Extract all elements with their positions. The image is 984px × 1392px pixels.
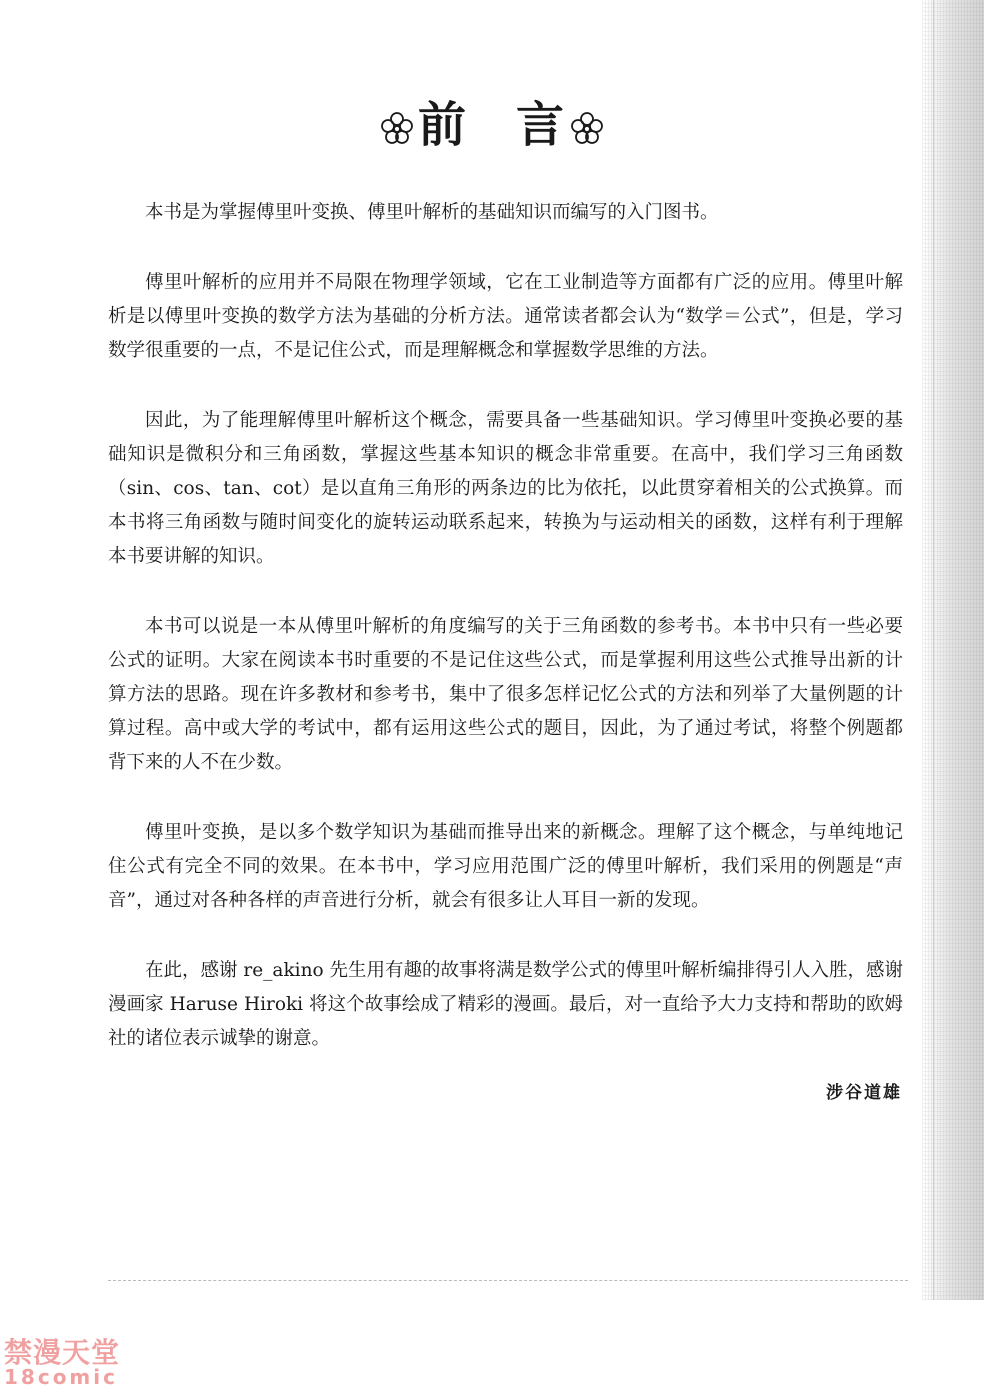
- scan-edge-line: [933, 0, 934, 1300]
- title-char-1: 前: [417, 97, 468, 153]
- paragraph: 傅里叶变换，是以多个数学知识为基础而推导出来的新概念。理解了这个概念，与单纯地记住公式有完全不同的效果。在本书中，学习应用范围广泛的傅里叶解析，我们采用的例题是“声音”，通过对各种各样的声音进行分析，就会有很多让人耳目一新的发现。: [108, 822, 903, 911]
- paragraph: 本书是为掌握傅里叶变换、傅里叶解析的基础知识而编写的入门图书。: [145, 202, 719, 223]
- site-watermark: [4, 1335, 121, 1389]
- preface-body: [108, 196, 903, 1092]
- flower-icon: [380, 111, 414, 145]
- flower-icon: [570, 111, 604, 145]
- paragraph: 在此，感谢 re_akino 先生用有趣的故事将满是数学公式的傅里叶解析编排得引人入胜，感谢漫画家 Haruse Hiroki 将这个故事绘成了精彩的漫画。最后，对一直给予大力支持和帮助的欧姆社的诸位表示诚挚的谢意。: [108, 960, 904, 1049]
- paragraph: 本书可以说是一本从傅里叶解析的角度编写的关于三角函数的参考书。本书中只有一些必要公式的证明。大家在阅读本书时重要的不是记住这些公式，而是掌握利用这些公式推导出新的计算方法的思路。现在许多教材和参考书，集中了很多怎样记忆公式的方法和列举了大量例题的计算过程。高中或大学的考试中，都有运用这些公式的题目，因此，为了通过考试，将整个例题都背下来的人不在少数。: [108, 616, 903, 773]
- scan-page-edge: [922, 0, 984, 1300]
- author-signature: 涉谷道雄: [826, 1083, 902, 1103]
- bottom-divider: [108, 1280, 908, 1281]
- watermark-line-2: 18comic: [4, 1365, 118, 1389]
- page-title: [0, 90, 984, 160]
- paragraph: 傅里叶解析的应用并不局限在物理学领域，它在工业制造等方面都有广泛的应用。傅里叶解析是以傅里叶变换的数学方法为基础的分析方法。通常读者都会认为“数学＝公式”，但是，学习数学很重要的一点，不是记住公式，而是理解概念和掌握数学思维的方法。: [108, 272, 903, 361]
- paragraph: 因此，为了能理解傅里叶解析这个概念，需要具备一些基础知识。学习傅里叶变换必要的基础知识是微积分和三角函数，掌握这些基本知识的概念非常重要。在高中，我们学习三角函数（sin、cos、tan、cot）是以直角三角形的两条边的比为依托，以此贯穿着相关的公式换算。而本书将三角函数与随时间变化的旋转运动联系起来，转换为与运动相关的函数，这样有利于理解本书要讲解的知识。: [108, 410, 903, 567]
- watermark-line-1: 禁漫天堂: [4, 1335, 121, 1369]
- title-char-2: 言: [516, 97, 567, 153]
